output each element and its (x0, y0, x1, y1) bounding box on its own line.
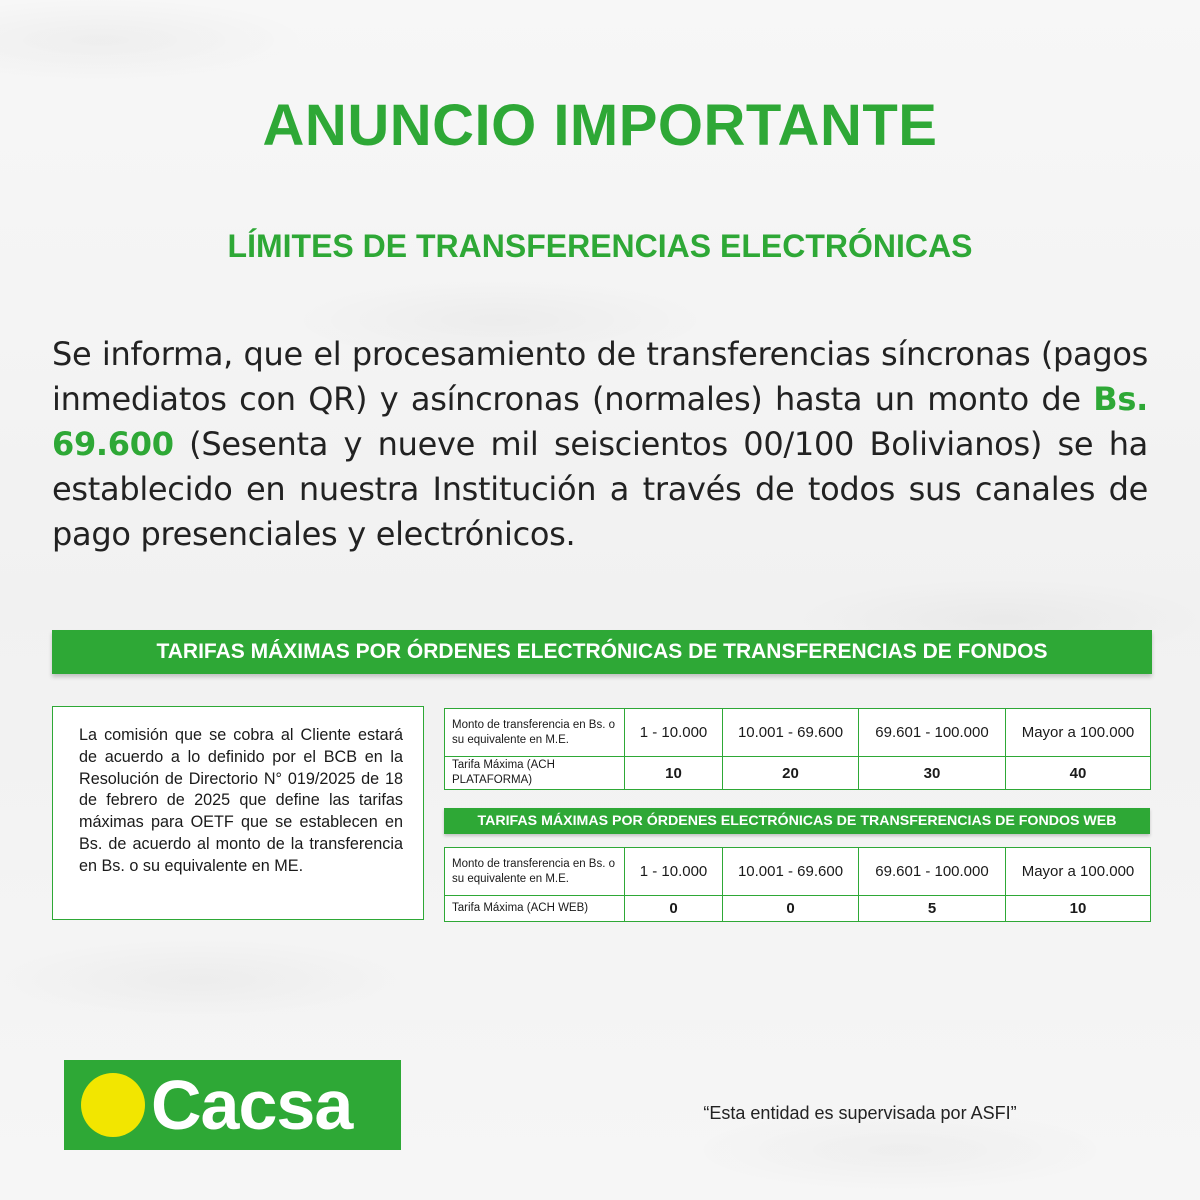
logo-text: Cacsa (151, 1066, 353, 1144)
intro-amount: Bs. 69.600 (52, 380, 1148, 463)
row-label-cell: Tarifa Máxima (ACH WEB) (445, 896, 625, 922)
range-cell: 69.601 - 100.000 (859, 848, 1006, 896)
range-cell: Mayor a 100.000 (1006, 709, 1151, 757)
value-cell: 20 (723, 757, 859, 790)
value-cell: 5 (859, 896, 1006, 922)
intro-paragraph (52, 332, 1148, 557)
range-cell: 1 - 10.000 (625, 848, 723, 896)
table-row (445, 709, 1151, 757)
table-row (445, 848, 1151, 896)
supervision-notice: “Esta entidad es supervisada por ASFI” (703, 1103, 1017, 1123)
header-label-cell: Monto de transferencia en Bs. o su equivalente en M.E. (445, 848, 625, 896)
intro-text-after: (Sesenta y nueve mil seiscientos 00/100 Bolivianos) se ha establecido en nuestra Institución a través de todos sus canales de pago presenciales y electrónicos. (52, 425, 1148, 553)
value-cell: 10 (1006, 896, 1151, 922)
cacsa-logo (64, 1060, 401, 1150)
table-row (445, 896, 1151, 922)
range-cell: 69.601 - 100.000 (859, 709, 1006, 757)
range-cell: 1 - 10.000 (625, 709, 723, 757)
logo-dot-icon (81, 1073, 145, 1137)
value-cell: 30 (859, 757, 1006, 790)
value-cell: 0 (625, 896, 723, 922)
value-cell: 0 (723, 896, 859, 922)
commission-note: La comisión que se cobra al Cliente estará de acuerdo a lo definido por el BCB en la Resolución de Directorio N° 019/2025 de 18 de febrero de 2025 que define las tarifas máximas para OETF que se establecen en Bs. de acuerdo al monto de la transferencia en Bs. o su equivalente en ME. (52, 706, 424, 920)
range-cell: Mayor a 100.000 (1006, 848, 1151, 896)
intro-text-before: Se informa, que el procesamiento de transferencias síncronas (pagos inmediatos con QR) y asíncronas (normales) hasta un monto de (52, 335, 1148, 418)
row-label-cell: Tarifa Máxima (ACH PLATAFORMA) (445, 757, 625, 790)
tariffs-banner: TARIFAS MÁXIMAS POR ÓRDENES ELECTRÓNICAS DE TRANSFERENCIAS DE FONDOS (52, 630, 1152, 674)
header-label-cell: Monto de transferencia en Bs. o su equivalente en M.E. (445, 709, 625, 757)
value-cell: 40 (1006, 757, 1151, 790)
tariff-table-web (444, 847, 1151, 922)
value-cell: 10 (625, 757, 723, 790)
page-title: ANUNCIO IMPORTANTE (262, 93, 938, 158)
tariff-table-plataforma (444, 708, 1151, 790)
range-cell: 10.001 - 69.600 (723, 848, 859, 896)
page-subtitle: LÍMITES DE TRANSFERENCIAS ELECTRÓNICAS (227, 228, 973, 264)
range-cell: 10.001 - 69.600 (723, 709, 859, 757)
tariffs-web-banner: TARIFAS MÁXIMAS POR ÓRDENES ELECTRÓNICAS DE TRANSFERENCIAS DE FONDOS WEB (444, 808, 1150, 834)
table-row (445, 757, 1151, 790)
